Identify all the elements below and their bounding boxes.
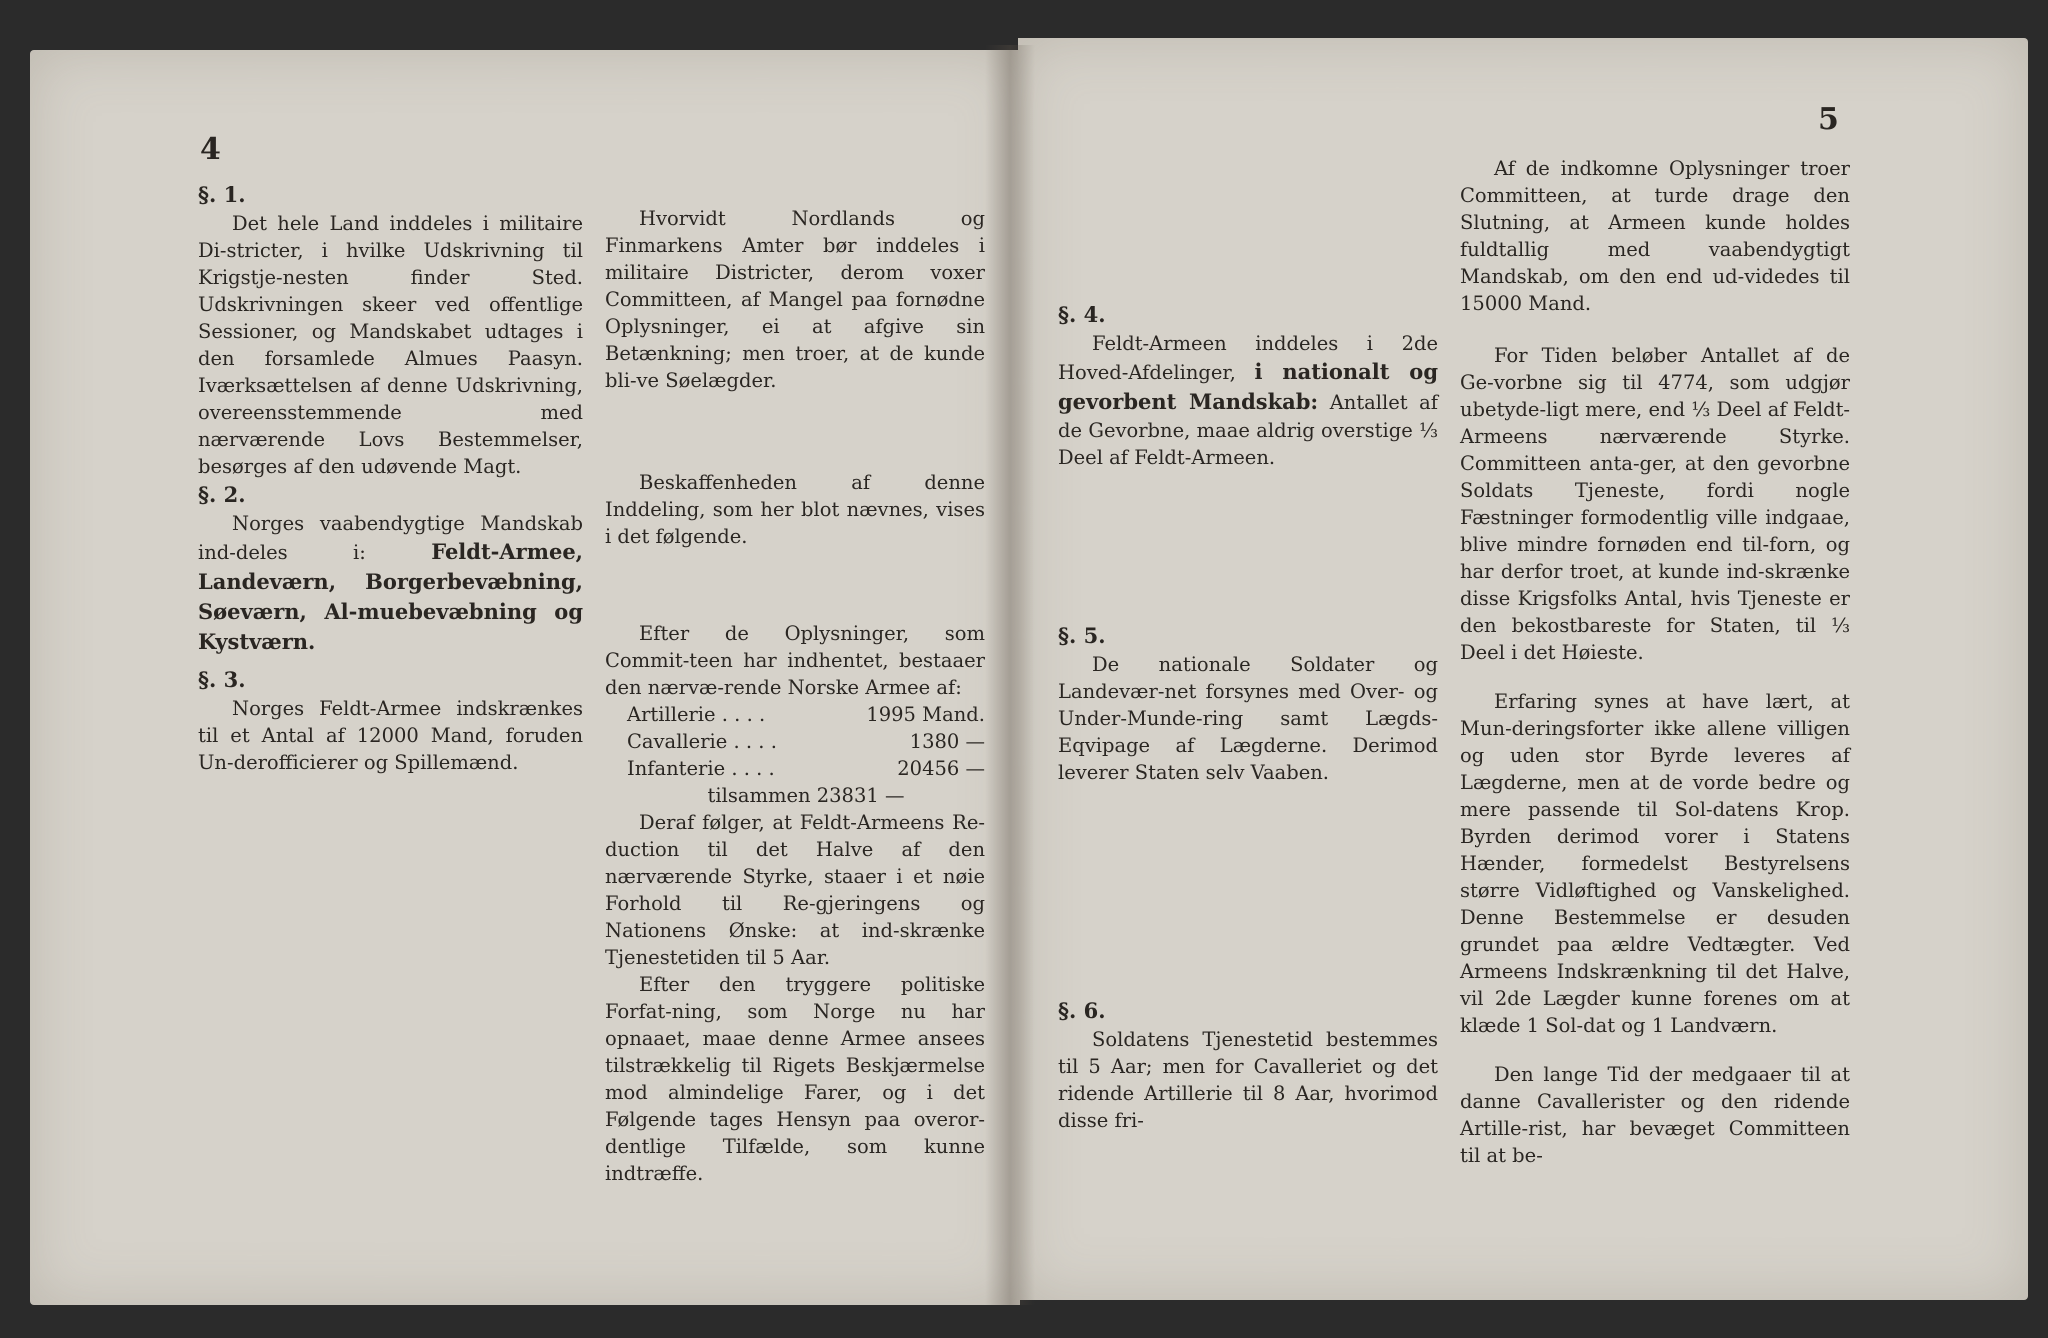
right-col2-paragraph-3: Erfaring synes at have lært, at Mun-deringsforter ikke allene villigen og uden stor Byrde leveres af Lægderne, men at de vorde bedre og mere passende til Sol-datens Krop. Byrden derimod vorer i Statens Hænder, formedelst Bestyrelsens større Vidløftighed og Vanskelighed. Denne Bestemmelse er desuden grundet paa ældre Vedtægter. Ved Armeens Indskrænkning til det Halve, vil 2de Lægder kunne forenes om at klæde 1 Sol-dat og 1 Landværn. — [1460, 690, 1850, 1037]
left-col2-paragraph-2: Beskaffenheden af denne Inddeling, som her blot nævnes, vises i det følgende. — [605, 471, 985, 548]
section-2-text — [198, 510, 583, 657]
left-col2-paragraph-1: Hvorvidt Nordlands og Finmarkens Amter bør inddeles i militaire Districter, derom voxer Committeen, af Mangel paa fornødne Oplysninger, ei at afgive sin Betænkning; men troer, at de kunde bli-ve Søelægder. — [605, 207, 985, 392]
left-page-number: 4 — [200, 132, 221, 167]
table-row-value: 1995 Mand. — [866, 703, 985, 726]
table-total: tilsammen 23831 — — [707, 784, 905, 807]
table-row — [627, 728, 985, 755]
table-row-label: Cavallerie . . . . — [627, 730, 777, 753]
left-column-2 — [605, 205, 985, 1187]
table-row-label: Artillerie . . . . — [627, 703, 766, 726]
right-column-2 — [1460, 155, 1850, 1169]
right-col2-paragraph-2: For Tiden beløber Antallet af de Ge-vorbne sig til 4774, som udgjør ubetyde-ligt mere, end ⅓ Deel af Feldt-Armeens nærværende Styrke. Committeen anta-ger, at den gevorbne Soldats Tjeneste, fordi nogle Fæstninger formodentlig ville indgaae, blive mindre fornøden end til-forn, og har derfor troet, at kunde ind-skrænke disse Krigsfolks Antal, hvis Tjeneste er den bekostbareste for Staten, til ⅓ Deel i det Høieste. — [1460, 344, 1850, 664]
section-2-heading: §. 2. — [198, 482, 246, 507]
section-3-heading: §. 3. — [198, 667, 246, 692]
table-row — [627, 701, 985, 728]
table-row — [627, 755, 985, 782]
section-5-text: De nationale Soldater og Landevær-net forsynes med Over- og Under-Munde-ring samt Lægds-Eqvipage af Lægderne. Derimod leverer Staten selv Vaaben. — [1058, 653, 1438, 784]
section-4-text-b: i nationalt og gevorbent Mandskab: — [1058, 359, 1438, 414]
table-row-value: 20456 — — [897, 757, 985, 780]
army-table — [627, 701, 985, 809]
section-3-text: Norges Feldt-Armee indskrænkes til et Antal af 12000 Mand, foruden Un-derofficierer og Spillemænd. — [198, 697, 583, 774]
table-row-value: 1380 — — [909, 730, 985, 753]
section-2-text-a: Norges vaabendygtige Mandskab ind-deles i: — [198, 512, 583, 564]
table-row-label: Infanterie . . . . — [627, 757, 775, 780]
book-gutter — [985, 45, 1035, 1305]
left-column-1 — [198, 180, 583, 776]
section-4-text — [1058, 330, 1438, 471]
right-col2-paragraph-1: Af de indkomne Oplysninger troer Committeen, at turde drage den Slutning, at Armeen kunde holdes fuldtallig med vaabendygtigt Mandskab, om den end ud-videdes til 15000 Mand. — [1460, 157, 1850, 315]
left-col2-paragraph-4: Deraf følger, at Feldt-Armeens Re-duction til det Halve af den nærværende Styrke, staaer i et nøie Forhold til Re-gjeringens og Nationens Ønske: at ind-skrænke Tjenestetiden til 5 Aar. — [605, 811, 985, 969]
section-2-text-b: Feldt-Armee, Landeværn, Borgerbevæbning, Søeværn, Al-muebevæbning og Kystværn. — [198, 539, 583, 654]
section-4-heading: §. 4. — [1058, 302, 1106, 327]
section-4-text-a: Feldt-Armeen inddeles i 2de Hoved-Afdelinger, — [1058, 332, 1438, 384]
section-1-text: Det hele Land inddeles i militaire Di-stricter, i hvilke Udskrivning til Krigstje-nesten finder Sted. Udskrivningen skeer ved offentlige Sessioner, og Mandskabet udtages i den forsamlede Almues Paasyn. Iværksættelsen af denne Udskrivning, overeensstemmende med nærværende Lovs Bestemmelser, besørges af den udøvende Magt. — [198, 212, 583, 478]
section-4-text-c: Antallet af de Gevorbne, maae aldrig overstige ⅓ Deel af Feldt-Armeen. — [1058, 391, 1438, 469]
section-5-heading: §. 5. — [1058, 623, 1106, 648]
section-6-text: Soldatens Tjenestetid bestemmes til 5 Aar; men for Cavalleriet og det ridende Artillerie til 8 Aar, hvorimod disse fri- — [1058, 1028, 1438, 1132]
right-column-1 — [1058, 300, 1438, 1134]
right-col2-paragraph-4: Den lange Tid der medgaaer til at danne Cavallerister og den ridende Artille-rist, har bevæget Committeen til at be- — [1460, 1063, 1850, 1167]
section-6-heading: §. 6. — [1058, 998, 1106, 1023]
section-1-heading: §. 1. — [198, 182, 246, 207]
left-col2-paragraph-3: Efter de Oplysninger, som Commit-teen har indhentet, bestaaer den nærvæ-rende Norske Armee af: — [605, 622, 985, 699]
left-col2-paragraph-5: Efter den tryggere politiske Forfat-ning, som Norge nu har opnaaet, maae denne Armee ansees tilstrækkelig til Rigets Beskjærmelse mod almindelige Farer, og i det Følgende tages Hensyn paa overor-dentlige Tilfælde, som kunne indtræffe. — [605, 973, 985, 1185]
right-page-number: 5 — [1818, 102, 1839, 137]
